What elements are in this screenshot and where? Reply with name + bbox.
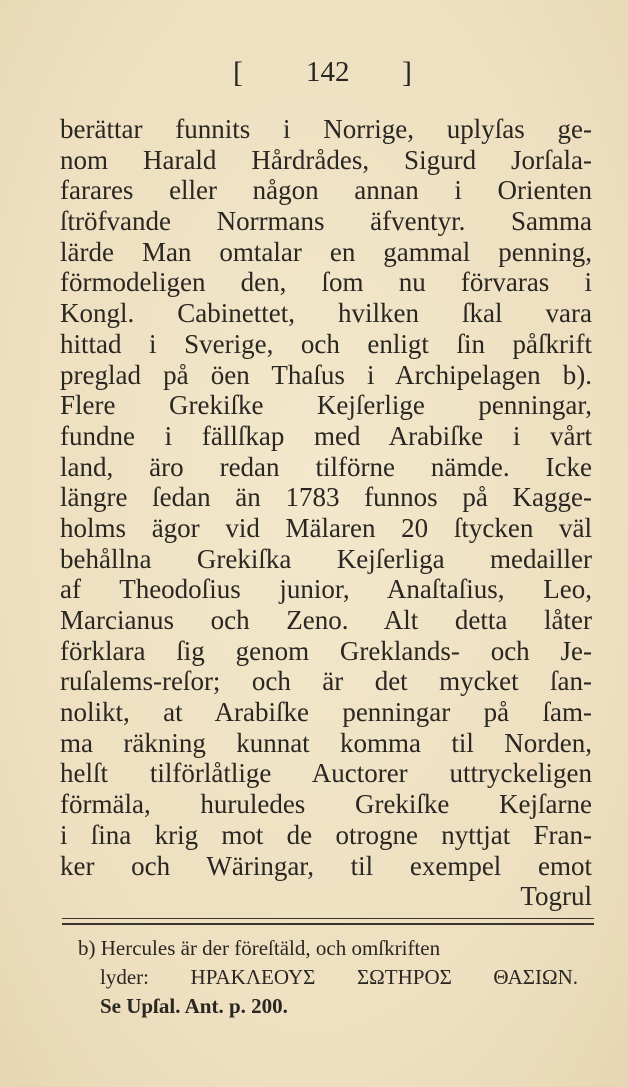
text-line: land, äro redan tilförne nämde. Icke bbox=[60, 451, 592, 482]
footnote-line: lyder: ΗΡΑΚΛΕΟΥΣ ΣΩΤΗΡΟΣ ΘΑΣΙΩΝ. bbox=[100, 965, 578, 989]
text-line: längre ſedan än 1783 funnos på Kagge- bbox=[60, 482, 592, 513]
page-number: 142 bbox=[306, 56, 350, 88]
text-line: Flere Grekiſke Kejſerlige penningar, bbox=[60, 390, 592, 421]
footnote-rule bbox=[62, 918, 594, 925]
text-line: i ſina krig mot de otrogne nyttjat Fran- bbox=[60, 819, 592, 850]
text-line: Marcianus och Zeno. Alt detta låter bbox=[60, 605, 592, 635]
text-line: behållna Grekiſka Kejſerliga medailler bbox=[60, 543, 592, 574]
text-line: fundne i fällſkap med Arabiſke i vårt bbox=[60, 420, 592, 451]
text-line: farares eller någon annan i Orienten bbox=[60, 175, 592, 206]
catchword: Togrul bbox=[520, 881, 592, 912]
text-line: lärde Man omtalar en gammal penning, bbox=[60, 236, 592, 267]
text-line: helſt tilförlåtlige Auctorer uttryckeligen bbox=[60, 758, 592, 789]
text-line: ruſalems-reſor; och är det mycket ſan- bbox=[60, 666, 592, 697]
text-line: förmäla, huruledes Grekiſke Kejſarne bbox=[60, 789, 592, 820]
text-line: holms ägor vid Mälaren 20 ſtycken väl bbox=[60, 512, 592, 543]
text-line: berättar funnits i Norrige, uplyſas ge- bbox=[60, 114, 592, 144]
header-bracket-right: ] bbox=[402, 56, 412, 89]
text-line: nom Harald Hårdrådes, Sigurd Jorſala- bbox=[60, 144, 592, 175]
text-line: nolikt, at Arabiſke penningar på ſam- bbox=[60, 697, 592, 728]
text-line: ſtröfvande Norrmans äfventyr. Samma bbox=[60, 206, 592, 237]
footnote-line: Se Upſal. Ant. p. 200. bbox=[100, 994, 288, 1018]
text-line: preglad på öen Thaſus i Archipelagen b). bbox=[60, 359, 592, 390]
text-line: ker och Wäringar, til exempel emot bbox=[60, 850, 592, 881]
text-line: hittad i Sverige, och enligt ſin påſkrift bbox=[60, 328, 592, 359]
text-line: förmodeligen den, ſom nu förvaras i bbox=[60, 267, 592, 298]
text-line: af Theodoſius junior, Anaſtaſius, Leo, bbox=[60, 574, 592, 605]
body-text bbox=[60, 114, 592, 912]
text-line: ma räkning kunnat komma til Norden, bbox=[60, 727, 592, 758]
footnote bbox=[78, 934, 600, 1021]
footnote-line: b) Hercules är der föreſtäld, och omſkriften bbox=[78, 936, 441, 960]
header-bracket-left: [ bbox=[233, 56, 243, 89]
page-header bbox=[0, 56, 628, 96]
text-line: Kongl. Cabinettet, hvilken ſkal vara bbox=[60, 298, 592, 329]
text-line: förklara ſig genom Greklands- och Je- bbox=[60, 635, 592, 666]
